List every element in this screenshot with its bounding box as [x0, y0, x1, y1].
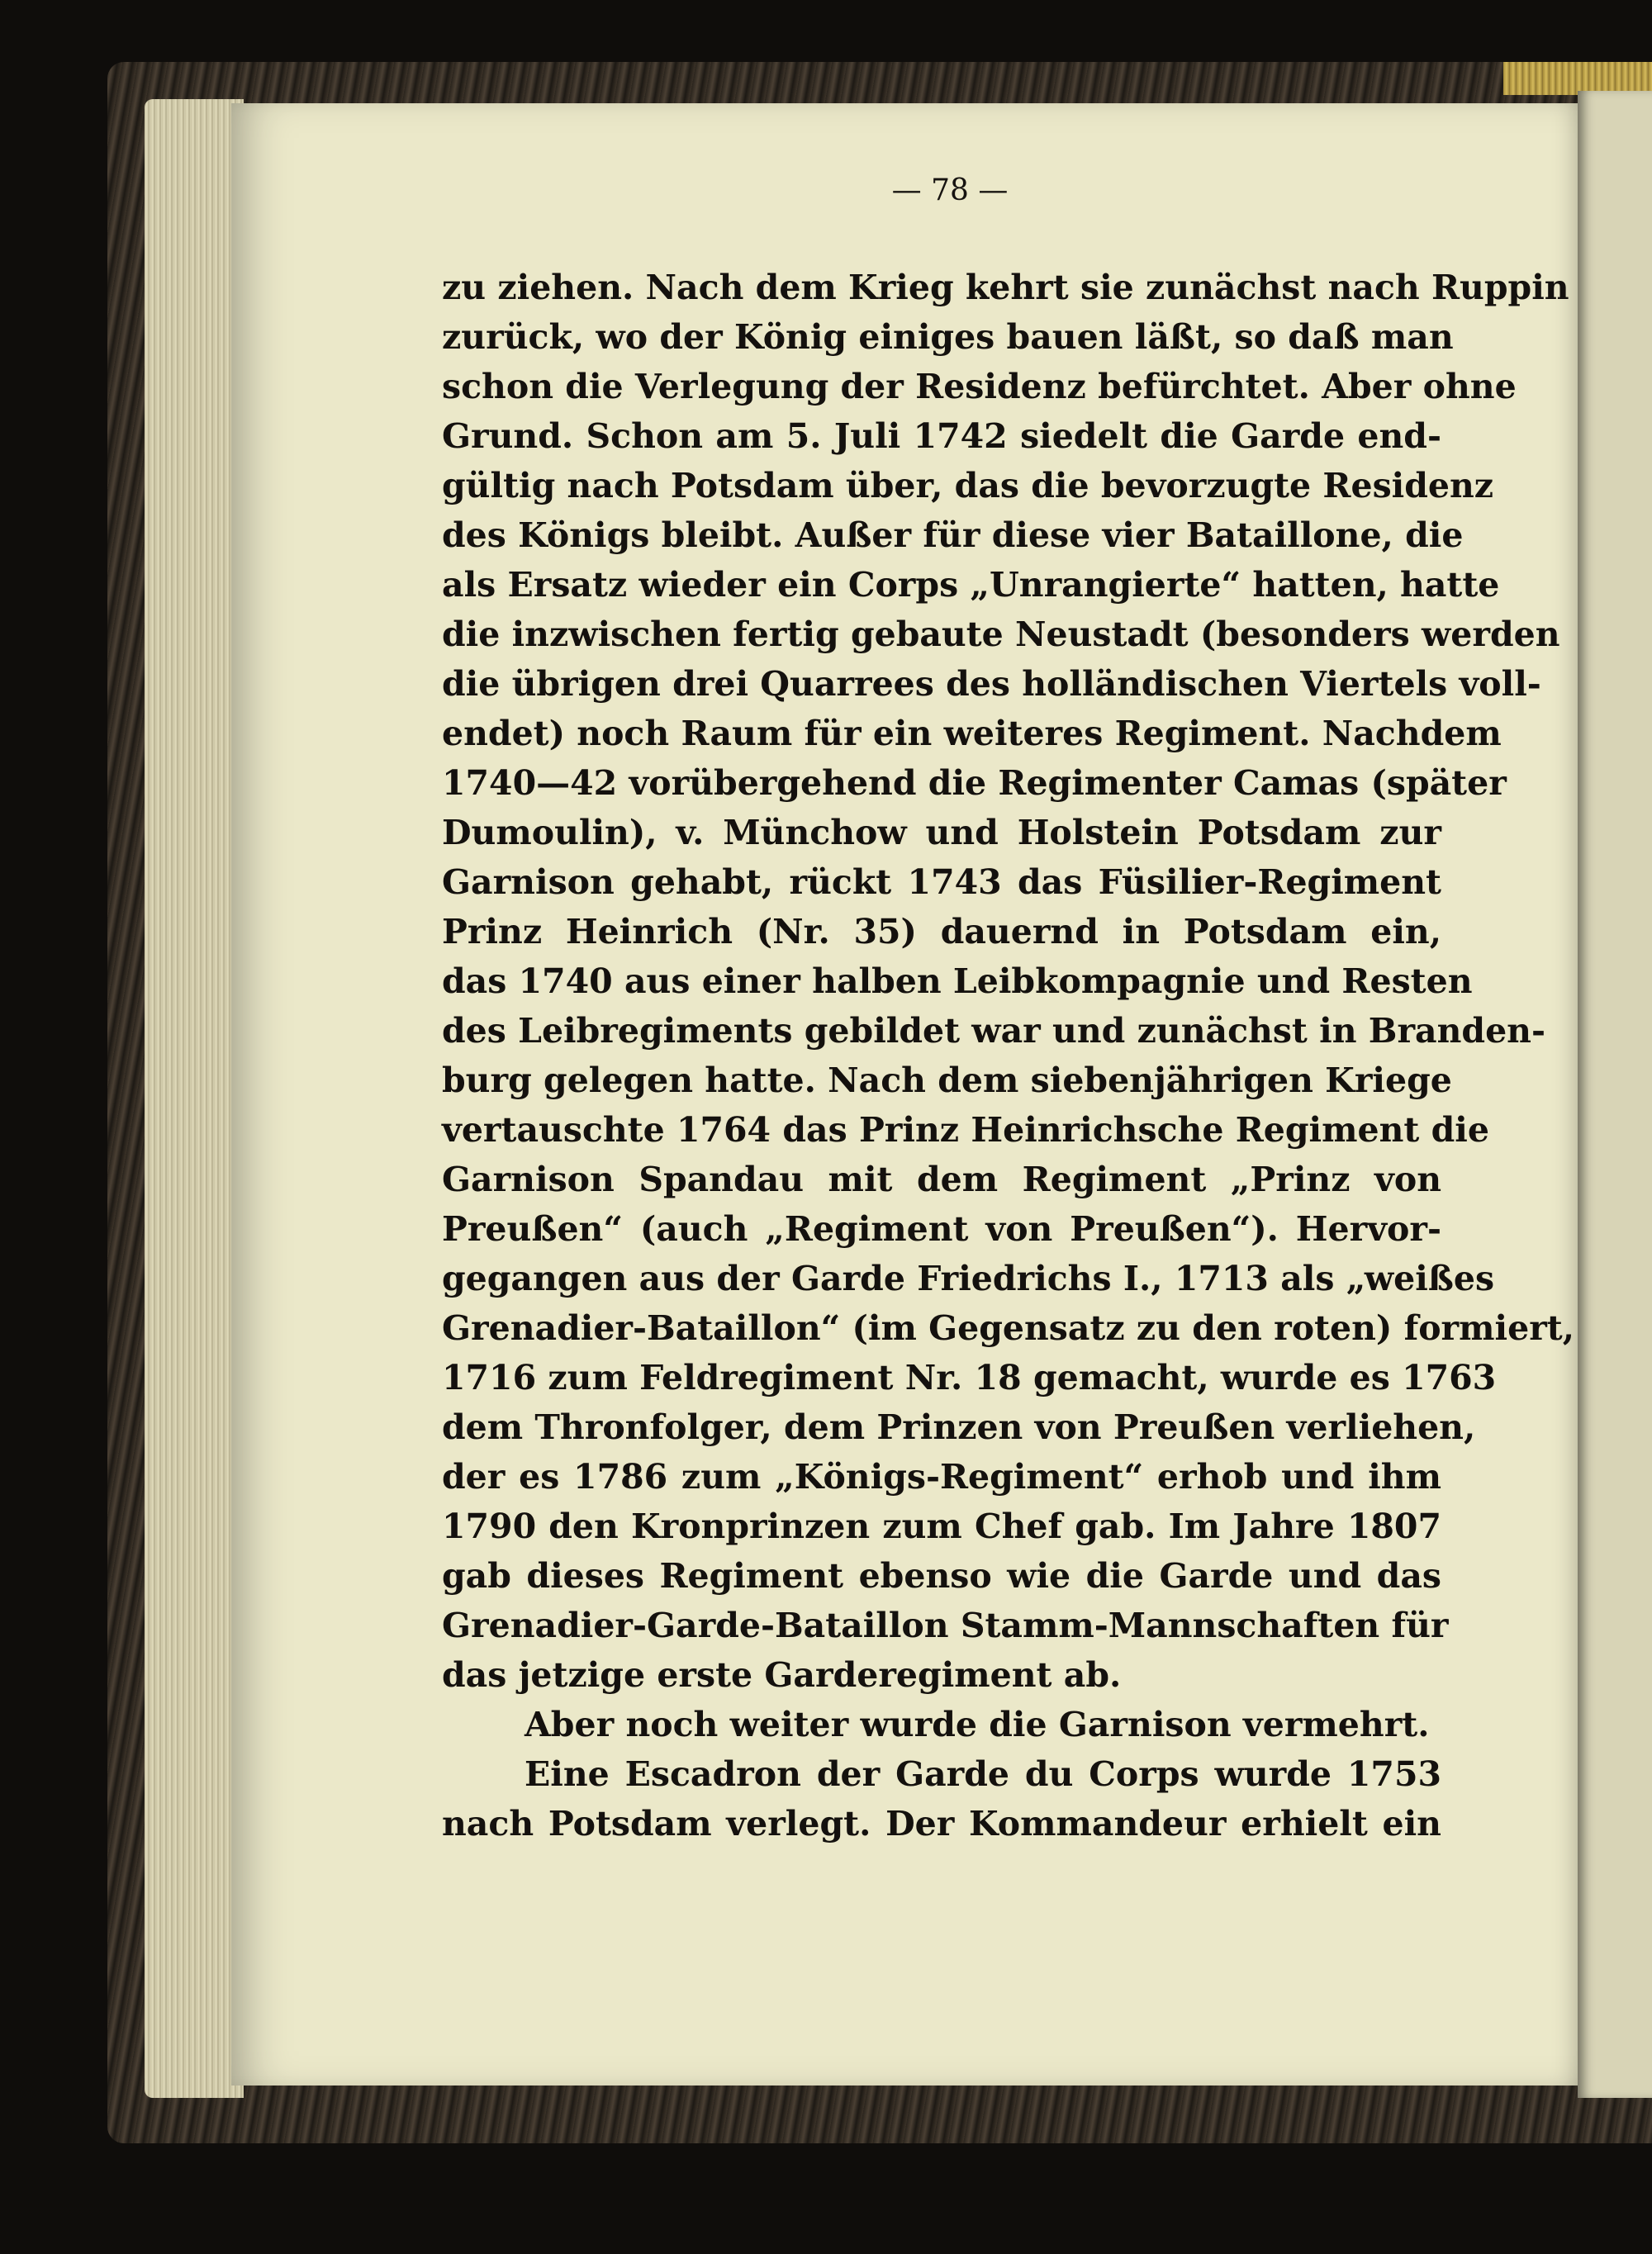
- text-line: Grund. Schon am 5. Juli 1742 siedelt die Garde end-: [442, 416, 1441, 456]
- text-line: gegangen aus der Garde Friedrichs I., 1713 als „weißes: [442, 1259, 1495, 1298]
- text-line: 1740—42 vorübergehend die Regimenter Camas (später: [442, 763, 1507, 803]
- text-line: endet) noch Raum für ein weiteres Regiment. Nachdem: [442, 714, 1502, 753]
- text-line: des Leibregiments gebildet war und zunächst in Branden-: [442, 1011, 1546, 1051]
- text-line: Garnison gehabt, rückt 1743 das Füsilier-Regiment: [442, 862, 1441, 902]
- page-text: [442, 263, 1575, 1848]
- text-line: Grenadier-Bataillon“ (im Gegensatz zu den roten) formiert,: [442, 1308, 1575, 1348]
- text-line: Eine Escadron der Garde du Corps wurde 1753: [525, 1754, 1441, 1794]
- text-line: Aber noch weiter wurde die Garnison vermehrt.: [525, 1705, 1430, 1744]
- text-line: der es 1786 zum „Königs-Regiment“ erhob und ihm: [442, 1457, 1441, 1497]
- text-line: Garnison Spandau mit dem Regiment „Prinz von: [442, 1160, 1441, 1199]
- text-line: burg gelegen hatte. Nach dem siebenjährigen Kriege: [442, 1061, 1452, 1100]
- text-line: zu ziehen. Nach dem Krieg kehrt sie zunächst nach Ruppin: [442, 268, 1569, 307]
- text-line: 1790 den Kronprinzen zum Chef gab. Im Jahre 1807: [442, 1507, 1441, 1546]
- text-line: schon die Verlegung der Residenz befürchtet. Aber ohne: [442, 367, 1517, 406]
- text-line: die übrigen drei Quarrees des holländischen Viertels voll-: [442, 664, 1541, 704]
- text-line: als Ersatz wieder ein Corps „Unrangierte“ hatten, hatte: [442, 565, 1500, 605]
- facing-page-edge: [1578, 91, 1652, 2098]
- text-line: nach Potsdam verlegt. Der Kommandeur erhielt ein: [442, 1804, 1441, 1844]
- text-line: vertauschte 1764 das Prinz Heinrichsche Regiment die: [442, 1110, 1489, 1150]
- text-line: des Königs bleibt. Außer für diese vier Bataillone, die: [442, 515, 1464, 555]
- text-line: gültig nach Potsdam über, das die bevorzugte Residenz: [442, 466, 1494, 505]
- text-line: Grenadier-Garde-Bataillon Stamm-Mannschaften für: [442, 1606, 1449, 1645]
- text-line: zurück, wo der König einiges bauen läßt, so daß man: [442, 317, 1454, 357]
- text-line: Preußen“ (auch „Regiment von Preußen“). Hervor-: [442, 1209, 1441, 1249]
- text-line: die inzwischen fertig gebaute Neustadt (besonders werden: [442, 615, 1560, 654]
- text-line: dem Thronfolger, dem Prinzen von Preußen verliehen,: [442, 1407, 1476, 1447]
- page-stack-edge: [145, 99, 244, 2098]
- page-number: — 78 —: [891, 173, 1009, 207]
- text-line: Prinz Heinrich (Nr. 35) dauernd in Potsdam ein,: [442, 912, 1441, 951]
- text-line: Dumoulin), v. Münchow und Holstein Potsdam zur: [442, 813, 1441, 852]
- text-line: gab dieses Regiment ebenso wie die Garde und das: [442, 1556, 1441, 1596]
- text-line: das 1740 aus einer halben Leibkompagnie und Resten: [442, 961, 1473, 1001]
- text-line: 1716 zum Feldregiment Nr. 18 gemacht, wurde es 1763: [442, 1358, 1497, 1397]
- bookmark-ribbon: [1503, 62, 1652, 95]
- text-line: das jetzige erste Garderegiment ab.: [442, 1655, 1122, 1695]
